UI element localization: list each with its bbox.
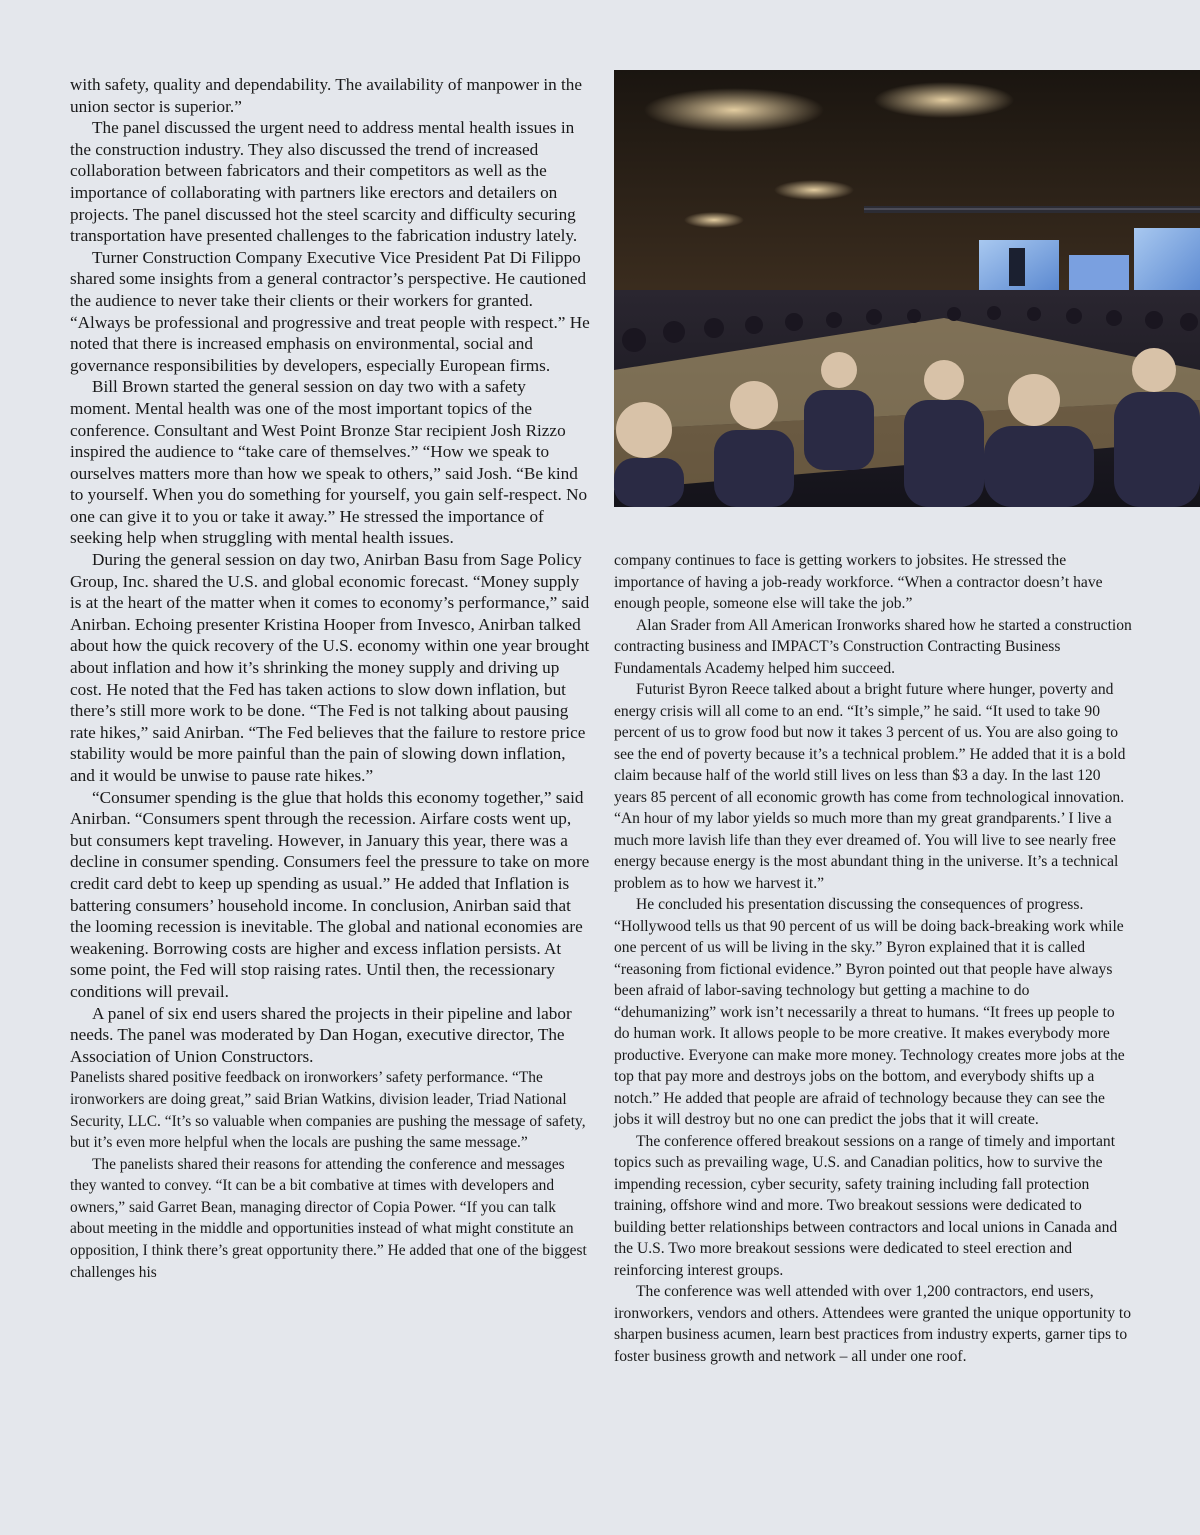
paragraph: During the general session on day two, Anirban Basu from Sage Policy Group, Inc. shared the U.S. and global economic forecast. “Money supply is at the heart of the matter when it comes to economy’s performance,” said Anirban. Echoing presenter Kristina Hooper from Invesco, Anirban talked about how the quick recovery of the U.S. economy within one year brought about inflation and how it’s shrinking the money supply and driving up cost. He noted that the Fed has taken actions to slow down inflation, but there’s still more work to be done. “The Fed is not talking about pausing rate hikes,” said Anirban. “The Fed believes that the failure to restore price stability would be more painful than the pain of slowing down inflation, and it would be unwise to pause rate hikes.”: [70, 550, 590, 785]
paragraph: Panelists shared positive feedback on ironworkers’ safety performance. “The ironworkers are doing great,” said Brian Watkins, division leader, Triad National Security, LLC. “It’s so valuable when companies are pushing the message of safety, but it’s even more helpful when the locals are pushing the same message.”: [70, 1069, 586, 1152]
paragraph: The panelists shared their reasons for attending the conference and messages they wanted to convey. “It can be a bit combative at times with developers and owners,” said Garret Bean, managing director of Copia Power. “If you can talk about meeting in the middle and opportunities instead of what might constitute an opposition, I think there’s great opportunity there.” He added that one of the biggest challenges his: [70, 1155, 587, 1281]
paragraph: with safety, quality and dependability. The availability of manpower in the union sector is superior.”: [70, 75, 582, 116]
paragraph: Turner Construction Company Executive Vice President Pat Di Filippo shared some insights from a general contractor’s perspective. He cautioned the audience to never take their clients or their workers for granted. “Always be professional and progressive and treat people with respect.” He noted that there is increased emphasis on environmental, social and governance responsibilities by developers, especially European firms.: [70, 247, 590, 375]
article-left-column: [70, 74, 590, 1283]
paragraph: Futurist Byron Reece talked about a bright future where hunger, poverty and energy crisis will all come to an end. “It’s simple,” he said. “It used to take 90 percent of us to grow food but now it takes 3 percent of us. You are also going to see the end of poverty because it’s a technical problem.” He added that it is a bold claim because half of the world still lives on less than $3 a day. In the last 120 years 85 percent of all economic growth has come from technological innovation. “An hour of my labor yields so much more than my great grandparents.’ I live a much more lavish life than they ever dreamed of. You will live to see nearly free energy because energy is the most abundant thing in the universe. It’s a technical problem as to how we harvest it.”: [614, 681, 1126, 892]
paragraph: The conference offered breakout sessions on a range of timely and important topics such as prevailing wage, U.S. and Canadian politics, how to survive the impending recession, cyber security, safety training including fall protection training, offshore wind and more. Two breakout sessions were dedicated to building better relationships between contractors and local unions in Canada and the U.S. Two more breakout sessions were dedicated to steel erection and reinforcing interest groups.: [614, 1132, 1118, 1279]
paragraph: The conference was well attended with over 1,200 contractors, end users, ironworkers, vendors and others. Attendees were granted the unique opportunity to sharpen business acumen, learn best practices from industry experts, garner tips to foster business growth and network – all under one roof.: [614, 1283, 1132, 1365]
paragraph: A panel of six end users shared the projects in their pipeline and labor needs. The panel was moderated by Dan Hogan, executive director, The Association of Union Constructors.: [70, 1003, 572, 1066]
paragraph: Alan Srader from All American Ironworks shared how he started a construction contracting business and IMPACT’s Construction Contracting Business Fundamentals Academy helped him succeed.: [614, 616, 1132, 677]
paragraph: He concluded his presentation discussing the consequences of progress. “Hollywood tells us that 90 percent of us will be doing back-breaking work while one percent of us will be living in the sky.” Byron explained that it is called “reasoning from fictional evidence.” Byron pointed out that people have always been afraid of labor-saving technology but getting a machine to do “dehumanizing” work isn’t necessarily a threat to humans. “It frees up people to do human work. It allows people to be more creative. It makes everybody more productive. Everyone can make more money. Technology creates more jobs at the top that pay more and destroys jobs on the bottom, and everybody shifts up a notch.” He added that people are afraid of technology because they can see the jobs it will destroy but no one can predict the jobs that it will create.: [614, 896, 1125, 1128]
article-right-column: [614, 550, 1134, 1367]
paragraph: “Consumer spending is the glue that holds this economy together,” said Anirban. “Consumers spent through the recession. Airfare costs went up, but consumers kept traveling. However, in January this year, there was a decline in consumer spending. Consumers feel the pressure to take on more credit card debt to keep up spending as usual.” He added that Inflation is battering consumers’ household income. In conclusion, Anirban said that the looming recession is inevitable. The global and national economies are weakening. Borrowing costs are higher and excess inflation persists. At some point, the Fed will stop raising rates. Until then, the recessionary conditions will prevail.: [70, 787, 590, 1001]
paragraph: The panel discussed the urgent need to address mental health issues in the construction industry. They also discussed the trend of increased collaboration between fabricators and their competitors as well as the importance of collaborating with partners like erectors and detailers on projects. The panel discussed hot the steel scarcity and difficulty securing transportation have presented challenges to the fabrication industry lately.: [70, 118, 578, 246]
paragraph: company continues to face is getting workers to jobsites. He stressed the importance of having a job-ready workforce. “When a contractor doesn’t have enough people, someone else will take the job.”: [614, 552, 1103, 612]
paragraph: Bill Brown started the general session on day two with a safety moment. Mental health was one of the most important topics of the conference. Consultant and West Point Bronze Star recipient Josh Rizzo inspired the audience to “take care of themselves.” “How we speak to ourselves matters more than how we speak to others,” said Josh. “Be kind to yourself. When you do something for yourself, you gain self-respect. No one can give it to you or take it away.” He stressed the importance of seeking help when struggling with mental health issues.: [70, 377, 588, 548]
conference-photo: [614, 70, 1200, 507]
